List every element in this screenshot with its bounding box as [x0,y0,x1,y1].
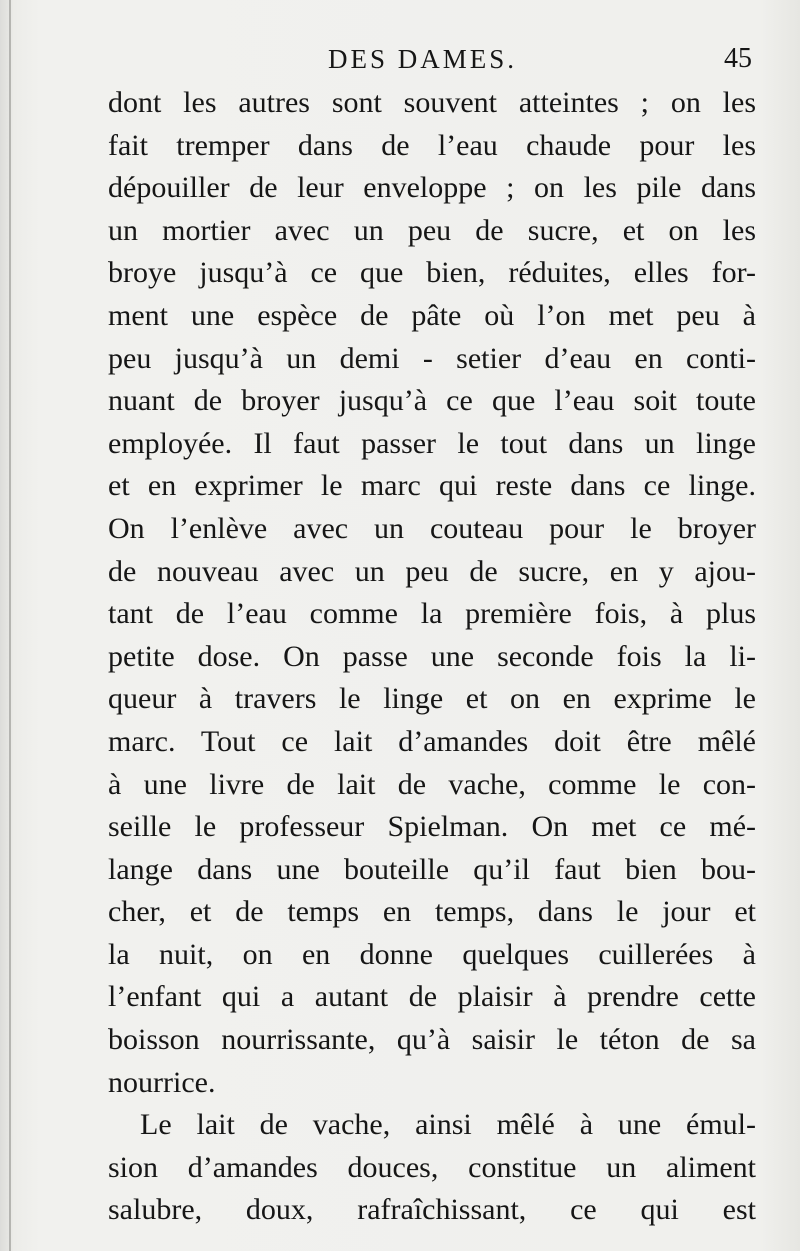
text-line: employée. Il faut passer le tout dans un linge [108,426,756,460]
text-line: nourrice. [108,1065,216,1099]
page-number: 45 [724,43,752,74]
text-line: fait tremper dans de l’eau chaude pour les [108,128,756,162]
text-line: salubre, doux, rafraîchissant, ce qui est [108,1193,756,1227]
text-line: un mortier avec un peu de sucre, et on les [108,213,756,247]
text-line: seille le professeur Spielman. On met ce mé- [108,810,756,844]
text-line: queur à travers le linge et on en exprime le [108,682,756,716]
text-line: l’enfant qui a autant de plaisir à prendre cette [108,980,756,1014]
text-line: broye jusqu’à ce que bien, réduites, elles for- [108,256,756,290]
body-text [108,82,756,1227]
text-line: la nuit, on en donne quelques cuillerées à [108,937,756,971]
text-line: boisson nourrissante, qu’à saisir le téton de sa [108,1023,756,1057]
text-line: marc. Tout ce lait d’amandes doit être mêlé [108,724,756,758]
text-line: Le lait de vache, ainsi mêlé à une émul- [140,1108,756,1142]
text-line: peu jusqu’à un demi - setier d’eau en conti- [108,341,756,375]
paragraph-2 [108,1104,756,1232]
text-line: à une livre de lait de vache, comme le con- [108,767,756,801]
text-line: de nouveau avec un peu de sucre, en y ajou- [108,554,756,588]
text-line: cher, et de temps en temps, dans le jour et [108,895,756,929]
text-line: dépouiller de leur enveloppe ; on les pile dans [108,171,756,205]
text-line: dont les autres sont souvent atteintes ; on les [108,86,756,119]
page-gutter-edge [9,0,11,1251]
text-line: On l’enlève avec un couteau pour le broyer [108,511,756,545]
paragraph-1 [108,82,756,1104]
page-header [108,42,756,82]
text-line: nuant de broyer jusqu’à ce que l’eau soit toute [108,384,756,418]
text-line: lange dans une bouteille qu’il faut bien bou- [108,852,756,886]
text-line: tant de l’eau comme la première fois, à plus [108,597,756,631]
text-line: et en exprimer le marc qui reste dans ce linge. [108,469,756,503]
text-line: sion d’amandes douces, constitue un aliment [108,1150,756,1184]
running-head: DES DAMES. [328,44,518,74]
text-line: petite dose. On passe une seconde fois la li- [108,639,756,673]
text-line: ment une espèce de pâte où l’on met peu à [108,298,756,332]
